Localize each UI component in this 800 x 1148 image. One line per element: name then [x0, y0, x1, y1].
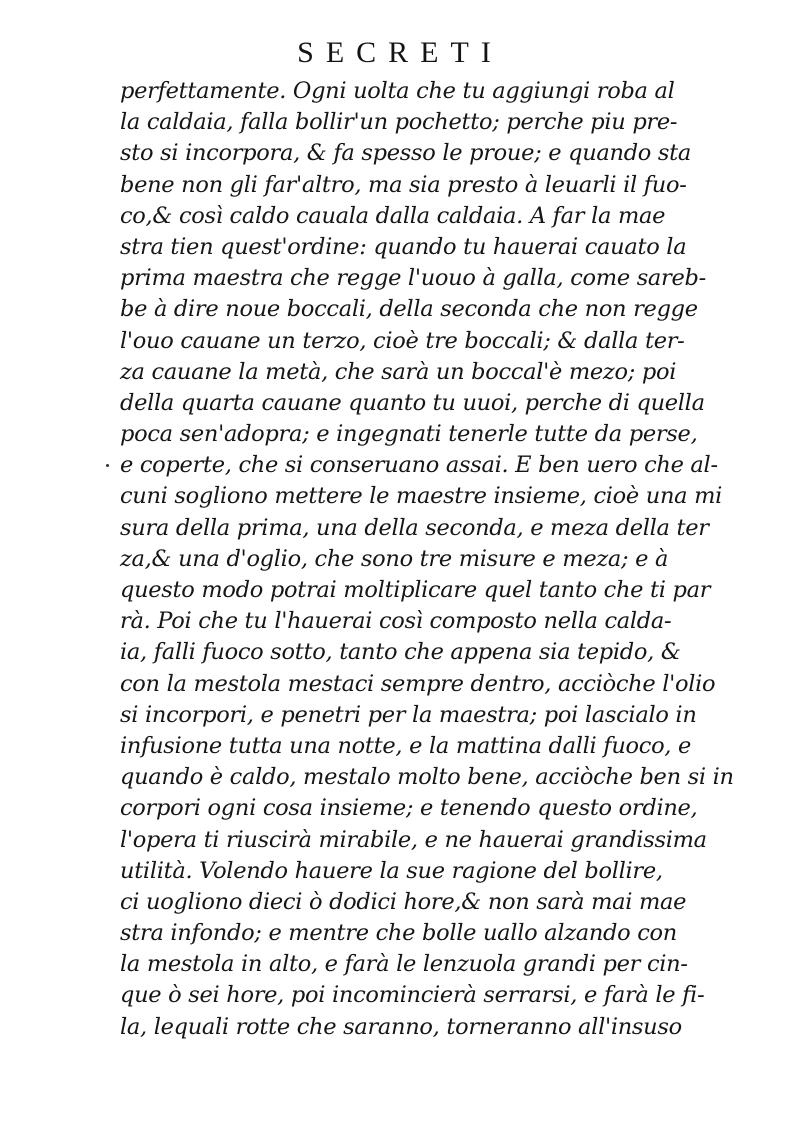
text-line: rà. Poi che tu l'hauerai così composto nella calda-: [120, 608, 672, 635]
text-line: e coperte, che si conseruano assai. E ben uero che al-: [120, 452, 718, 479]
text-line: corpori ogni cosa insieme; e tenendo questo ordine,: [120, 795, 698, 822]
body-text: [120, 76, 734, 1043]
text-line: della quarta cauane quanto tu uuoi, perche di quella: [120, 389, 705, 416]
text-line: be à dire noue boccali, della seconda che non regge: [120, 296, 698, 323]
text-line: ci uogliono dieci ò dodici hore,& non sarà mai mae: [120, 888, 687, 915]
text-line: questo modo potrai moltiplicare quel tanto che ti par: [120, 577, 711, 603]
text-line: l'ouo cauane un terzo, cioè tre boccali; & dalla ter-: [120, 327, 685, 354]
text-line: poca sen'adopra; e ingegnati tenerle tutte da perse,: [120, 421, 698, 448]
text-line: za,& una d'oglio, che sono tre misure e meza; e à: [120, 545, 669, 572]
text-line: infusione tutta una notte, e la mattina dalli fuoco, e: [120, 732, 692, 759]
text-line: l'opera ti riuscirà mirabile, e ne hauerai grandissima: [120, 826, 707, 853]
text-line: sura della prima, una della seconda, e meza della ter: [120, 514, 709, 541]
text-line: cuni sogliono mettere le maestre insieme, cioè una mi: [120, 483, 723, 510]
text-line: ia, falli fuoco sotto, tanto che appena sia tepido, &: [120, 639, 681, 666]
running-head: SECRETI: [297, 36, 503, 69]
text-line: que ò sei hore, poi incomincierà serrarsi, e farà le fi-: [120, 982, 705, 1009]
text-line: bene non gli far'altro, ma sia presto à leuarli il fuo-: [120, 171, 687, 198]
text-line: la mestola in alto, e farà le lenzuola grandi per cin-: [120, 951, 688, 978]
text-line: con la mestola mestaci sempre dentro, acciòche l'olio: [120, 670, 716, 697]
ink-speck: [106, 464, 109, 467]
text-line: stra tien quest'ordine: quando tu hauerai cauato la: [120, 233, 687, 260]
text-line: stra infondo; e mentre che bolle uallo alzando con: [120, 920, 677, 947]
text-line: utilità. Volendo hauere la sue ragione del bollire,: [120, 857, 663, 884]
text-line: co,& così caldo cauala dalla caldaia. A far la mae: [120, 202, 666, 229]
text-line: prima maestra che regge l'uouo à galla, come sareb-: [120, 265, 706, 292]
text-line: la caldaia, falla bollir'un pochetto; perche piu pre-: [120, 109, 678, 136]
text-line: si incorpori, e penetri per la maestra; poi lascialo in: [120, 701, 697, 728]
text-line: perfettamente. Ogni uolta che tu aggiungi roba al: [120, 78, 675, 104]
text-line: za cauane la metà, che sarà un boccal'è mezo; poi: [120, 358, 677, 385]
text-line: quando è caldo, mestalo molto bene, acciòche ben si in: [120, 764, 734, 791]
text-line: sto si incorpora, & fa spesso le proue; e quando sta: [120, 140, 692, 167]
text-line: la, lequali rotte che saranno, torneranno all'insuso: [120, 1013, 682, 1040]
